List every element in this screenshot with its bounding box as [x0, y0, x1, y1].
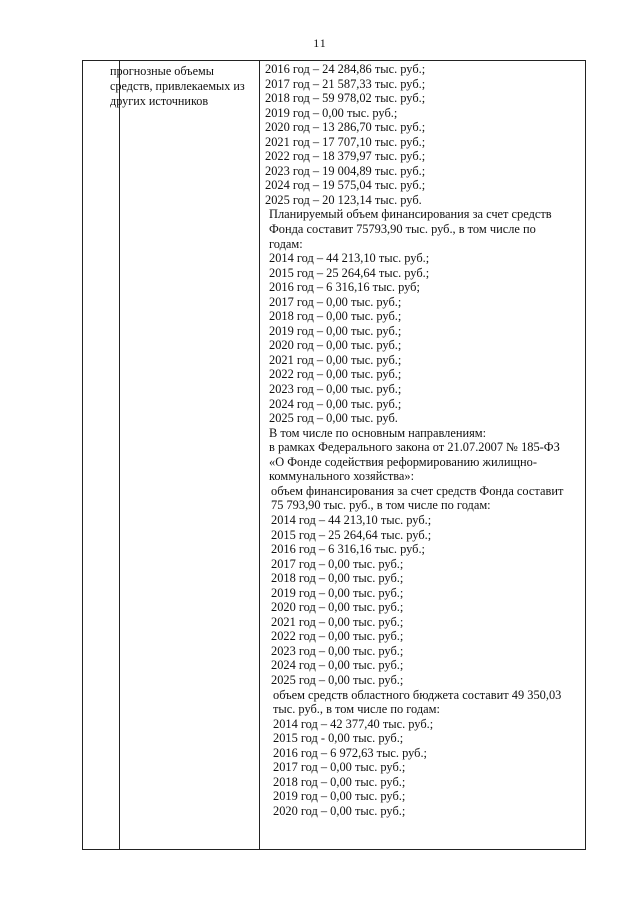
- year-line: 2018 год – 0,00 тыс. руб.;: [273, 774, 406, 789]
- year-line: 2015 год – 25 264,64 тыс. руб.;: [271, 527, 432, 542]
- text-line: объем средств областного бюджета составит 49 350,03: [273, 687, 562, 702]
- text-line: «О Фонде содействия реформированию жилищно-: [269, 454, 537, 469]
- year-line: 2014 год – 44 213,10 тыс. руб.;: [269, 251, 430, 266]
- year-line: 2022 год – 0,00 тыс. руб.;: [271, 629, 404, 644]
- page-number: 11: [313, 36, 327, 50]
- year-line: 2025 год – 20 123,14 тыс. руб.: [265, 192, 422, 207]
- text-line: 75 793,90 тыс. руб., в том числе по годам:: [271, 498, 491, 513]
- year-line: 2020 год – 0,00 тыс. руб.;: [269, 338, 402, 353]
- year-line: 2014 год – 42 377,40 тыс. руб.;: [273, 716, 434, 731]
- year-line: 2023 год – 19 004,89 тыс. руб.;: [265, 163, 426, 178]
- row-content-cell: [263, 62, 581, 818]
- text-line: В том числе по основным направлениям:: [269, 425, 487, 440]
- row-label-line: прогнозные объемы: [110, 64, 214, 78]
- text-line: коммунального хозяйства»:: [269, 469, 415, 484]
- fund-volume-block: [263, 484, 581, 688]
- year-line: 2024 год – 0,00 тыс. руб.;: [271, 658, 404, 673]
- regional-budget-block: [263, 688, 581, 819]
- row-label-line: других источников: [110, 94, 209, 108]
- year-line: 2016 год – 6 316,16 тыс. руб.;: [271, 542, 425, 557]
- year-line: 2022 год – 18 379,97 тыс. руб.;: [265, 149, 426, 164]
- row-label-line: средств, привлекаемых из: [110, 79, 245, 93]
- column-divider-1: [119, 61, 120, 849]
- text-line: объем финансирования за счет средств Фонда составит: [271, 483, 564, 498]
- text-line: годам:: [269, 236, 303, 251]
- year-line: 2017 год – 21 587,33 тыс. руб.;: [265, 76, 426, 91]
- text-line: Фонда составит 75793,90 тыс. руб., в том числе по: [269, 222, 536, 237]
- year-line: 2017 год – 0,00 тыс. руб.;: [271, 556, 404, 571]
- column-divider-2: [259, 61, 260, 849]
- text-line: Планируемый объем финансирования за счет средств: [269, 207, 552, 222]
- year-line: 2021 год – 0,00 тыс. руб.;: [269, 352, 402, 367]
- year-line: 2020 год – 0,00 тыс. руб.;: [271, 600, 404, 615]
- year-line: 2021 год – 17 707,10 тыс. руб.;: [265, 134, 426, 149]
- other-sources-by-year: [263, 62, 581, 207]
- year-line: 2017 год – 0,00 тыс. руб.;: [269, 294, 402, 309]
- year-line: 2020 год – 0,00 тыс. руб.;: [273, 803, 406, 818]
- year-line: 2025 год – 0,00 тыс. руб.: [269, 411, 398, 426]
- year-line: 2024 год – 19 575,04 тыс. руб.;: [265, 178, 426, 193]
- year-line: 2019 год – 0,00 тыс. руб.;: [273, 789, 406, 804]
- year-line: 2022 год – 0,00 тыс. руб.;: [269, 367, 402, 382]
- text-line: тыс. руб., в том числе по годам:: [273, 702, 440, 717]
- year-line: 2019 год – 0,00 тыс. руб.;: [269, 323, 402, 338]
- year-line: 2016 год – 24 284,86 тыс. руб.;: [265, 62, 426, 76]
- row-label-cell: [110, 64, 260, 109]
- year-line: 2018 год – 0,00 тыс. руб.;: [269, 309, 402, 324]
- year-line: 2019 год – 0,00 тыс. руб.;: [265, 105, 398, 120]
- year-line: 2017 год – 0,00 тыс. руб.;: [273, 760, 406, 775]
- year-line: 2023 год – 0,00 тыс. руб.;: [271, 643, 404, 658]
- year-line: 2015 год – 25 264,64 тыс. руб.;: [269, 265, 430, 280]
- year-line: 2016 год – 6 316,16 тыс. руб;: [269, 280, 420, 295]
- directions-block: [263, 426, 581, 484]
- year-line: 2018 год – 0,00 тыс. руб.;: [271, 571, 404, 586]
- year-line: 2014 год – 44 213,10 тыс. руб.;: [271, 512, 432, 527]
- year-line: 2023 год – 0,00 тыс. руб.;: [269, 382, 402, 397]
- year-line: 2020 год – 13 286,70 тыс. руб.;: [265, 120, 426, 135]
- year-line: 2024 год – 0,00 тыс. руб.;: [269, 396, 402, 411]
- year-line: 2019 год – 0,00 тыс. руб.;: [271, 585, 404, 600]
- text-line: в рамках Федерального закона от 21.07.2007 № 185-ФЗ: [269, 440, 560, 455]
- year-line: 2015 год - 0,00 тыс. руб.;: [273, 731, 404, 746]
- year-line: 2021 год – 0,00 тыс. руб.;: [271, 614, 404, 629]
- year-line: 2025 год – 0,00 тыс. руб.;: [271, 672, 404, 687]
- year-line: 2018 год – 59 978,02 тыс. руб.;: [265, 91, 426, 106]
- year-line: 2016 год – 6 972,63 тыс. руб.;: [273, 745, 427, 760]
- fund-financing-block: [263, 207, 581, 425]
